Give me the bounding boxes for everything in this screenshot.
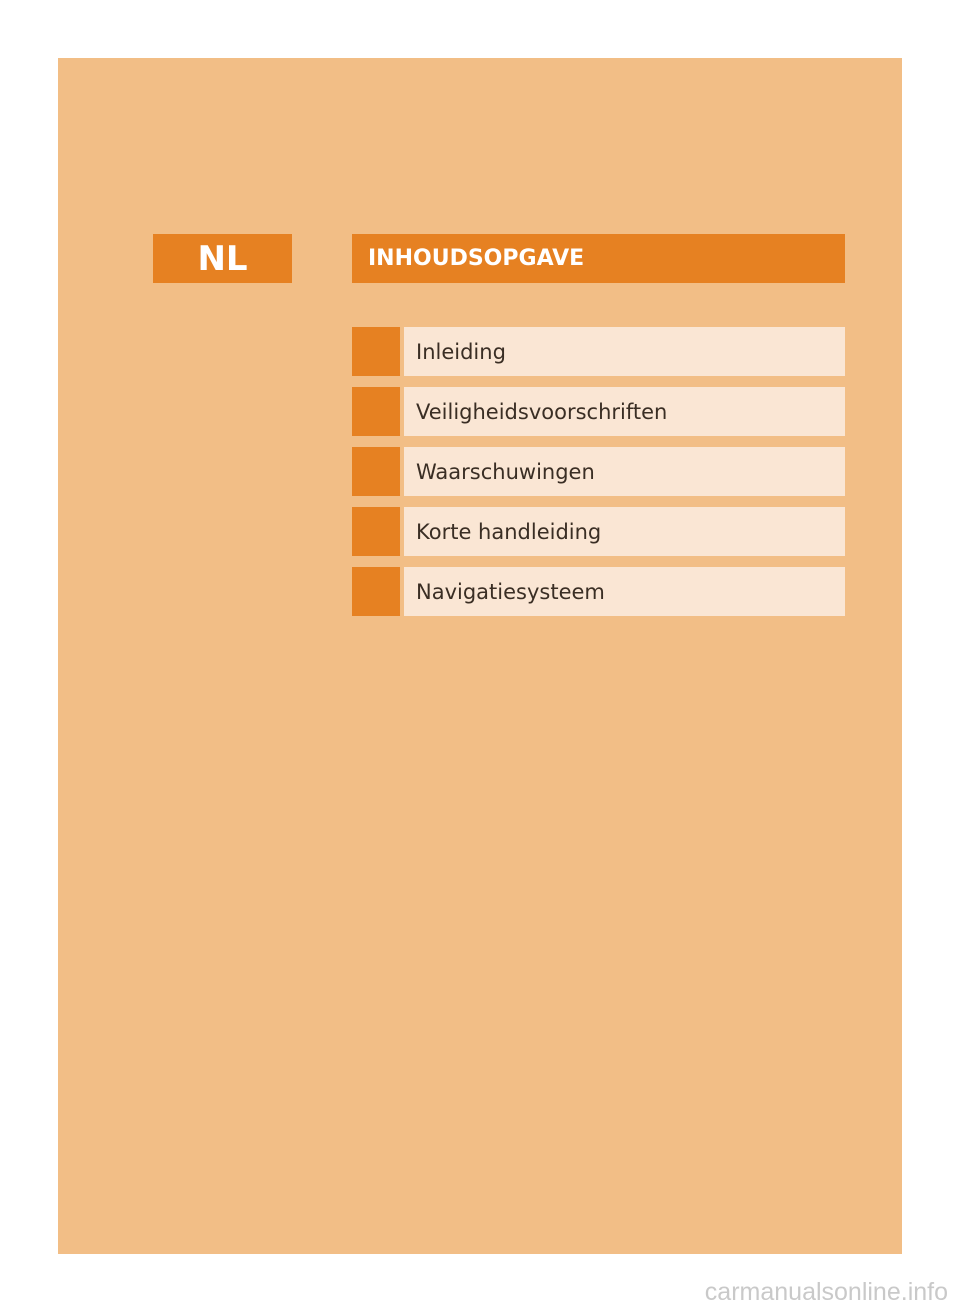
language-badge: NL bbox=[153, 234, 292, 283]
toc-item-veiligheidsvoorschriften[interactable] bbox=[352, 387, 845, 436]
toc-item-label: Inleiding bbox=[404, 327, 845, 376]
toc-item-marker bbox=[352, 567, 400, 616]
toc-item-marker bbox=[352, 387, 400, 436]
toc-item-marker bbox=[352, 327, 400, 376]
toc-item-waarschuwingen[interactable] bbox=[352, 447, 845, 496]
toc-item-label: Korte handleiding bbox=[404, 507, 845, 556]
toc-item-marker bbox=[352, 507, 400, 556]
toc-item-korte-handleiding[interactable] bbox=[352, 507, 845, 556]
watermark-text: carmanualsonline.info bbox=[704, 1278, 948, 1306]
toc-list bbox=[352, 327, 845, 627]
toc-item-navigatiesysteem[interactable] bbox=[352, 567, 845, 616]
toc-item-label: Navigatiesysteem bbox=[404, 567, 845, 616]
toc-title: INHOUDSOPGAVE bbox=[352, 234, 845, 283]
toc-item-label: Waarschuwingen bbox=[404, 447, 845, 496]
toc-item-marker bbox=[352, 447, 400, 496]
toc-item-inleiding[interactable] bbox=[352, 327, 845, 376]
toc-item-label: Veiligheidsvoorschriften bbox=[404, 387, 845, 436]
